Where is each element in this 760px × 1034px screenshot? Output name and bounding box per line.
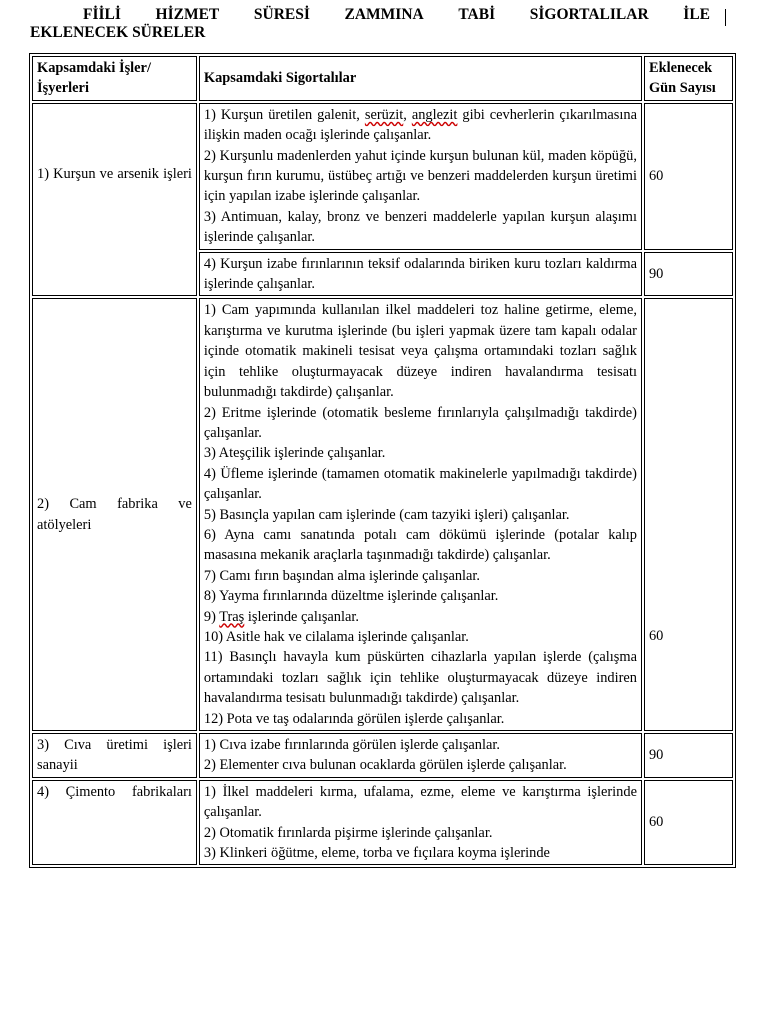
days-cell: 60 (644, 298, 733, 731)
list-item: 4) Üfleme işlerinde (tamamen otomatik makinelerle yapılmadığı takdirde) çalışanlar. (203, 465, 637, 503)
items-cell (199, 252, 642, 297)
list-item: 10) Asitle hak ve cilalama işlerinde çalışanlar. (203, 628, 469, 645)
list-item: 5) Basınçla yapılan cam işlerinde (cam tazyiki işleri) çalışanlar. (203, 506, 570, 523)
list-item: 3) Klinkeri öğütme, eleme, torba ve fıçılara koyma işlerinde (203, 845, 550, 862)
items-cell (199, 733, 642, 778)
list-item: 4) Kurşun izabe fırınlarının teksif odalarında biriken kuru tozları kaldırma işlerinde çalışanlar. (203, 255, 637, 293)
table-header-row (32, 56, 733, 101)
days-cell: 60 (644, 103, 733, 250)
list-item: 1) İlkel maddeleri kırma, ufalama, ezme, eleme ve karıştırma işlerinde çalışanlar. (203, 783, 637, 821)
items-cell (199, 103, 642, 250)
list-item: 6) Ayna camı sanatında potalı cam dökümü işlerinde (potalar kalıp masasına mekanik araçlarla taşınmadığı takdirde) çalışanlar. (203, 526, 637, 564)
header-insured: Kapsamdaki Sigortalılar (199, 56, 642, 101)
work-duration-table (29, 53, 736, 868)
list-item: 7) Camı fırın başından alma işlerinde çalışanlar. (203, 567, 481, 584)
title-word: SİGORTALILAR (529, 6, 649, 23)
header-workplaces: Kapsamdaki İşler/İşyerleri (32, 56, 197, 101)
list-item: 8) Yayma fırınlarında düzeltme işlerinde çalışanlar. (203, 588, 499, 605)
title-word: İLE (683, 6, 710, 23)
category-cell: 1) Kurşun ve arsenik işleri (32, 103, 197, 297)
list-item: 3) Ateşçilik işlerinde çalışanlar. (203, 445, 386, 462)
list-item: 9) Traş işlerinde çalışanlar. (203, 608, 359, 625)
items-cell (199, 298, 642, 731)
title-line-1 (30, 6, 730, 24)
text-cursor (725, 9, 726, 26)
title-word: TABİ (458, 6, 496, 23)
category-cell: 3) Cıva üretimi işleri sanayii (32, 733, 197, 778)
category-cell: 4) Çimento fabrikaları (32, 780, 197, 866)
title-word: SÜRESİ (253, 6, 310, 23)
category-cell: 2) Cam fabrika ve atölyeleri (32, 298, 197, 731)
title-word: ZAMMINA (344, 6, 424, 23)
list-item: 2) Kurşunlu madenlerden yahut içinde kurşun bulunan kül, maden köpüğü, kurşun fırın kurumu, üstübeç artığı ve benzeri maddelerden kurşun üretimi için yapılan izabe işlerinde çalışanlar. (203, 147, 637, 205)
title-word: FİİLİ (83, 6, 121, 23)
list-item: 2) Otomatik fırınlarda pişirme işlerinde çalışanlar. (203, 824, 493, 841)
table-row (32, 780, 733, 866)
list-item: 12) Pota ve taş odalarında görülen işlerde çalışanlar. (203, 710, 505, 727)
list-item: 1) Cıva izabe fırınlarında görülen işlerde çalışanlar. (203, 737, 500, 753)
title-line-2: EKLENECEK SÜRELER (30, 24, 206, 41)
days-cell: 60 (644, 780, 733, 866)
table-row (32, 733, 733, 778)
document-title (30, 6, 730, 42)
items-cell (199, 780, 642, 866)
table-row (32, 298, 733, 731)
days-cell: 90 (644, 252, 733, 297)
header-days: Eklenecek Gün Sayısı (644, 56, 733, 101)
table-row (32, 103, 733, 250)
list-item: 2) Elementer cıva bulunan ocaklarda görülen işlerde çalışanlar. (203, 757, 567, 774)
list-item: 11) Basınçlı havayla kum püskürten cihazlarla yapılan işlerde (çalışma ortamındaki tozları sağlık için tehlike oluşturmayacak düzeye indiren havalandırma tesisatı bulunmadığı takdirde) çalışanlar. (203, 649, 637, 707)
list-item: 3) Antimuan, kalay, bronz ve benzeri maddelerle yapılan kurşun alaşımı işlerinde çalışanlar. (203, 208, 637, 246)
title-word: HİZMET (155, 6, 220, 23)
days-cell: 90 (644, 733, 733, 778)
list-item: 1) Kurşun üretilen galenit, serüzit, anglezit gibi cevherlerin çıkarılmasına ilişkin maden ocağı işlerinde çalışanlar. (203, 106, 637, 144)
list-item: 1) Cam yapımında kullanılan ilkel maddeleri toz haline getirme, eleme, karıştırma ve kurutma işlerinde (bu işleri yapmak üzere tam kapalı odalar içinde otomatik makineli tesisat veya çalışma ortamındaki tozları sağlık için tehlike oluşturmayacak düzeye indiren havalandırma tesisatı bulunmadığı takdirde) çalışanlar. (203, 302, 637, 401)
list-item: 2) Eritme işlerinde (otomatik besleme fırınlarıyla çalışılmadığı takdirde) çalışanlar. (203, 404, 637, 441)
